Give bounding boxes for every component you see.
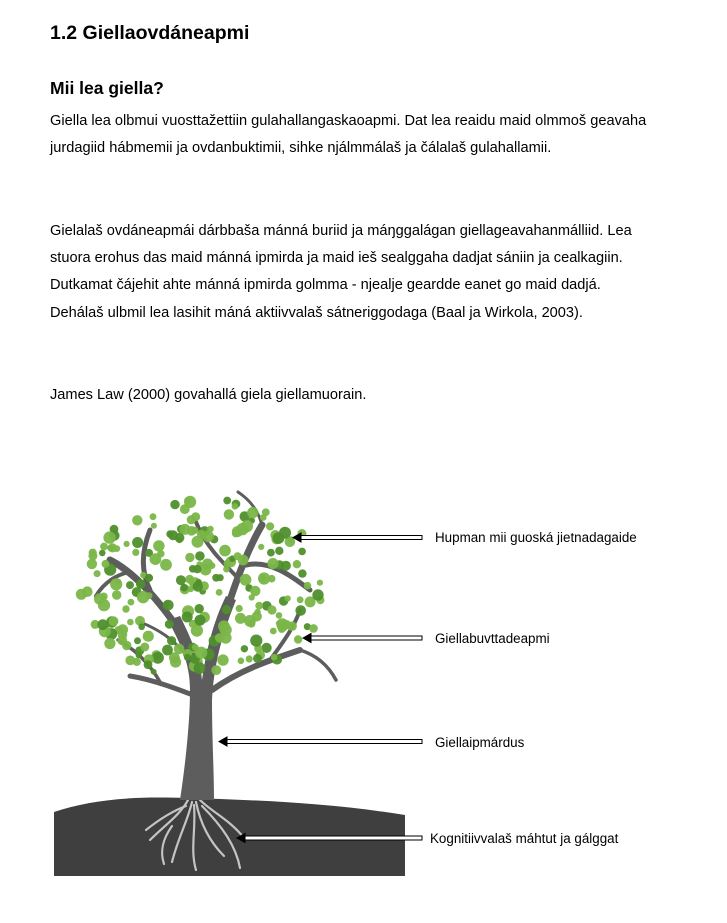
leaf: [152, 652, 164, 664]
leaf: [184, 497, 191, 504]
leaf: [238, 658, 245, 665]
leaf: [165, 620, 174, 629]
leaf: [124, 541, 130, 547]
leaf: [192, 536, 204, 548]
arrow-1: [293, 533, 422, 542]
leaf: [170, 500, 179, 509]
leaf: [134, 637, 141, 644]
leaf: [122, 641, 131, 650]
leaf: [275, 547, 283, 555]
leaf: [160, 559, 172, 571]
leaf: [187, 515, 196, 524]
arrow-2: [303, 634, 422, 643]
leaf: [217, 654, 228, 665]
leaf: [287, 621, 297, 631]
leaf: [211, 665, 221, 675]
leaf: [99, 550, 106, 557]
leaf: [309, 624, 318, 633]
leaf: [176, 575, 186, 585]
leaf: [298, 548, 306, 556]
leaf: [273, 532, 285, 544]
leaf: [94, 570, 101, 577]
leaf: [137, 591, 149, 603]
leaf: [132, 515, 142, 525]
leaf: [266, 522, 274, 530]
leaf: [97, 619, 108, 630]
leaf: [112, 590, 121, 599]
leaf: [267, 558, 278, 569]
leaf: [150, 513, 157, 520]
leaf: [194, 662, 206, 674]
leaf: [196, 579, 202, 585]
leaf: [247, 507, 258, 518]
paragraph-1: Giella lea olbmui vuosttažettiin gulahallangaskaoapmi. Dat lea reaidu maid olmmoš geavaha jurdagiid hábmemii ja ovdanbuktimii, sihke njálmmálaš ja čálalaš gulahallamii.: [50, 113, 647, 157]
section-title: 1.2 Giellaovdáneapmi: [50, 22, 250, 44]
leaf: [232, 503, 239, 510]
leaf: [98, 599, 110, 611]
leaf: [312, 589, 323, 600]
leaf: [297, 596, 304, 603]
leaf: [191, 527, 198, 534]
subheading: Mii lea giella?: [50, 78, 164, 98]
leaf: [241, 645, 248, 652]
leaf: [267, 605, 276, 614]
paragraph-3: James Law (2000) govahallá giela giellamuorain.: [50, 387, 367, 403]
leaf: [153, 540, 164, 551]
leaf: [136, 652, 142, 658]
leaf: [260, 514, 267, 521]
leaf: [195, 551, 205, 561]
leaf: [298, 569, 306, 577]
leaf: [293, 560, 301, 568]
leaf: [150, 553, 162, 565]
leaf: [294, 635, 302, 643]
leaf: [143, 631, 154, 642]
leaf: [185, 553, 194, 562]
leaf: [163, 600, 174, 611]
leaf: [258, 572, 270, 584]
leaf: [258, 544, 264, 550]
leaf: [162, 645, 173, 656]
leaf: [168, 530, 178, 540]
leaf: [212, 574, 220, 582]
leaf: [246, 655, 253, 662]
leaf: [122, 605, 129, 612]
leaf: [108, 543, 117, 552]
leaf: [295, 605, 306, 616]
leaf: [304, 582, 312, 590]
leaf: [317, 580, 323, 586]
arrow-3: [219, 737, 422, 746]
leaf: [103, 531, 115, 543]
leaf: [140, 643, 149, 652]
leaf: [276, 620, 282, 626]
leaf: [195, 615, 206, 626]
label-sound-speech: Hupman mii guoská jietnadagaide: [435, 530, 637, 545]
leaf: [145, 574, 153, 582]
leaf: [180, 504, 190, 514]
leaf: [110, 578, 122, 590]
leaf: [271, 654, 278, 661]
leaf: [109, 616, 119, 626]
leaf: [102, 560, 110, 568]
leaf: [193, 565, 201, 573]
leaf: [127, 619, 134, 626]
leaf: [281, 561, 291, 571]
leaf: [202, 531, 214, 543]
leaf: [151, 669, 157, 675]
leaf: [236, 523, 248, 535]
leaf: [76, 589, 87, 600]
leaf: [244, 615, 256, 627]
leaf: [180, 584, 188, 592]
label-cognitive-skills: Kognitiivvalaš máhtut ja gálggat: [430, 831, 619, 846]
leaf: [132, 537, 143, 548]
paragraph-2: Gielalaš ovdáneapmái dárbbaša mánná buriid ja máŋggalágan giellageavahanmálliid. Lea stuora erohus das maid mánná ipmirda ja maid ieš sealggaha dadjat sániin ja cealkagiin. Dutkamat čájehit ahte mánná ipmirda golmma - njealje geardde eanet go maid dadjá. Dehálaš ulbmil lea lasihit máná aktiivvalaš sátneriggodaga (Baal ja Wirkola, 2003).: [50, 223, 632, 321]
leaf: [151, 523, 157, 529]
leaf: [104, 638, 115, 649]
leaf: [195, 647, 207, 659]
leaf: [184, 654, 191, 661]
leaf: [89, 549, 97, 557]
leaf: [270, 628, 277, 635]
leaf: [218, 620, 230, 632]
leaf: [276, 612, 283, 619]
leaf: [117, 624, 128, 635]
leaf: [216, 589, 223, 596]
leaf: [250, 635, 262, 647]
leaf: [195, 604, 204, 613]
leaf: [250, 586, 260, 596]
leaf: [223, 566, 230, 573]
leaf: [219, 545, 231, 557]
leaf: [127, 599, 134, 606]
leaf: [126, 581, 134, 589]
label-language-production: Giellabuvttadeapmi: [435, 631, 550, 646]
leaf: [220, 632, 232, 644]
leaf: [100, 543, 108, 551]
leaf: [125, 656, 135, 666]
leaf: [234, 552, 242, 560]
leaf: [240, 574, 252, 586]
leaf: [132, 549, 139, 556]
leaf: [167, 636, 176, 645]
label-language-comprehension: Giellaipmárdus: [435, 735, 525, 750]
leaf: [255, 602, 263, 610]
leaf: [224, 509, 234, 519]
leaf: [285, 595, 291, 601]
leaf: [222, 605, 231, 614]
leaf: [174, 644, 185, 655]
leaf: [254, 609, 260, 615]
leaf: [144, 660, 153, 669]
leaf: [182, 612, 193, 623]
leaf: [138, 624, 145, 631]
leaf: [223, 497, 231, 505]
tree-leaves: [76, 496, 325, 675]
leaf: [191, 625, 203, 637]
leaf: [236, 605, 243, 612]
leaf: [253, 654, 262, 663]
leaf: [202, 559, 213, 570]
leaf: [267, 549, 275, 557]
